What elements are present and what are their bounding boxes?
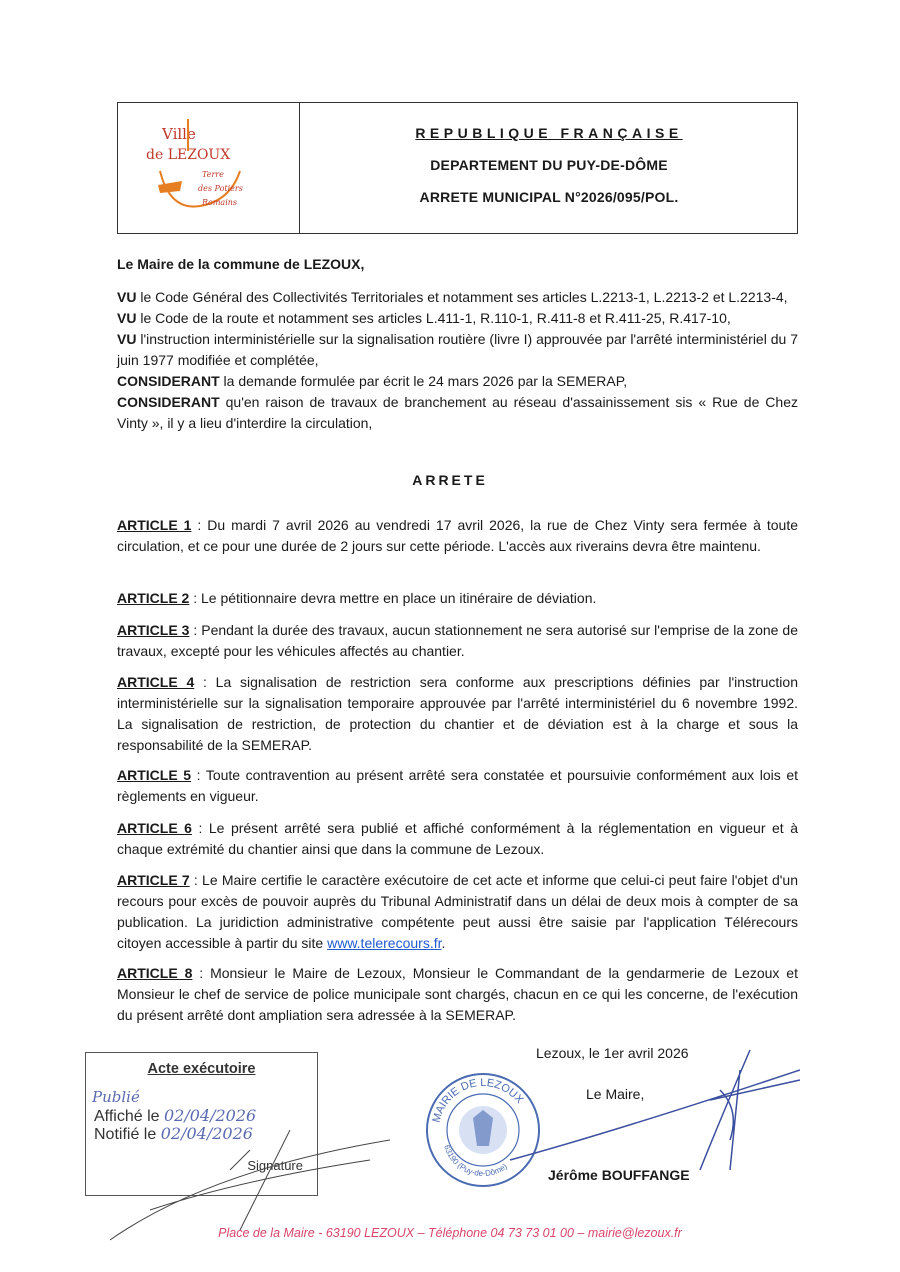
clause-keyword: VU	[117, 310, 137, 326]
notifie-label: Notifié le	[94, 1126, 157, 1143]
header-titles	[301, 103, 797, 233]
clause	[117, 287, 798, 308]
vu-considerant-block	[117, 287, 798, 434]
signature-role: Le Maire,	[586, 1086, 645, 1102]
logo-lezoux: de LEZOUX	[146, 147, 231, 163]
clause	[117, 329, 798, 371]
ville-de-lezoux-logo	[130, 111, 290, 223]
maire-intro: Le Maire de la commune de LEZOUX,	[117, 256, 365, 272]
article-label: ARTICLE 4	[117, 674, 195, 690]
clause-text: le Code Général des Collectivités Territoriales et notamment ses articles L.2213-1, L.2213-2 et L.2213-4,	[136, 289, 788, 305]
affiche-label: Affiché le	[94, 1108, 160, 1125]
logo-terre: Terre	[202, 170, 224, 179]
article-1	[117, 515, 798, 557]
article-2	[117, 588, 798, 609]
clause-keyword: CONSIDERANT	[117, 373, 220, 389]
article-text-end: .	[441, 935, 446, 951]
clause-text: la demande formulée par écrit le 24 mars 2026 par la SEMERAP,	[219, 373, 628, 389]
article-label: ARTICLE 2	[117, 590, 190, 606]
header-box	[117, 102, 798, 234]
article-label: ARTICLE 3	[117, 622, 190, 638]
article-8	[117, 963, 798, 1026]
clause-keyword: CONSIDERANT	[117, 394, 220, 410]
logo-romains: Romains	[202, 198, 238, 207]
footer-contact: Place de la Maire - 63190 LEZOUX – Téléphone 04 73 73 01 00 – mairie@lezoux.fr	[218, 1226, 682, 1240]
article-text: : Le Maire certifie le caractère exécutoire de cet acte et informe que celui-ci peut faire l'objet d'un recours pour excès de pouvoir auprès du Tribunal Administratif dans un délai de deux mois à compter de sa publication. La juridiction administrative compétente peut aussi être saisie par l'application Télérecours citoyen accessible à partir du site	[117, 872, 798, 951]
notifie-date: 02/04/2026	[160, 1124, 253, 1143]
stamp-signature-label: Signature	[247, 1158, 303, 1173]
arrete-number: ARRETE MUNICIPAL N°2026/095/POL.	[419, 189, 679, 205]
article-text: : Monsieur le Maire de Lezoux, Monsieur le Commandant de la gendarmerie de Lezoux et Monsieur le chef de service de police municipale sont chargés, chacun en ce qui les concerne, de l'exécution du présent arrêté dont ampliation sera adressée à la SEMERAP.	[117, 965, 798, 1023]
stamp-title: Acte exécutoire	[147, 1061, 256, 1077]
affiche-date: 02/04/2026	[163, 1106, 257, 1125]
article-5	[117, 765, 798, 807]
article-text: : La signalisation de restriction sera conforme aux prescriptions définies par l'instruction interministérielle sur la signalisation temporaire approuvée par l'arrêté interministériel du 6 novembre 1992. La signalisation de restriction, de protection du chantier et de déviation est à la charge et sous la responsabilité de la SEMERAP.	[117, 674, 798, 753]
article-text: : Le pétitionnaire devra mettre en place un itinéraire de déviation.	[189, 590, 597, 606]
article-7	[117, 870, 798, 954]
clause	[117, 392, 798, 434]
article-3	[117, 620, 798, 662]
clause-keyword: VU	[117, 331, 137, 347]
article-6	[117, 818, 798, 860]
telerecours-link[interactable]: www.telerecours.fr	[327, 935, 442, 951]
republique-francaise: REPUBLIQUE FRANÇAISE	[415, 125, 683, 141]
article-label: ARTICLE 7	[117, 872, 190, 888]
clause	[117, 308, 798, 329]
clause-text: l'instruction interministérielle sur la signalisation routière (livre I) approuvée par l'arrêté interministériel du 7 juin 1977 modifiée et complétée,	[117, 331, 798, 368]
article-label: ARTICLE 5	[117, 767, 192, 783]
article-label: ARTICLE 6	[117, 820, 192, 836]
clause-keyword: VU	[117, 289, 137, 305]
clause-text: qu'en raison de travaux de branchement au réseau d'assainissement sis « Rue de Chez Vinty », il y a lieu d'interdire la circulation,	[117, 394, 798, 431]
signature-date: Lezoux, le 1er avril 2026	[536, 1045, 689, 1061]
clause	[117, 371, 798, 392]
logo-ville: Ville	[162, 125, 196, 143]
departement-line: DEPARTEMENT DU PUY-DE-DÔME	[430, 157, 668, 173]
logo-potiers: des Potiers	[198, 184, 243, 193]
seal-top-path: MAIRIE DE LEZOUX	[430, 1076, 526, 1124]
article-text: : Pendant la durée des travaux, aucun stationnement ne sera autorisé sur l'emprise de la zone de travaux, excepté pour les véhicules affectés au chantier.	[117, 622, 799, 659]
article-text: : Toute contravention au présent arrêté sera constatée et poursuivie conformément aux lois et règlements en vigueur.	[117, 767, 799, 804]
clause-text: le Code de la route et notamment ses articles L.411-1, R.110-1, R.411-8 et R.411-25, R.417-10,	[136, 310, 731, 326]
stamp-publie: Publié	[92, 1088, 140, 1106]
article-text: : Le présent arrêté sera publié et affiché conformément à la réglementation en vigueur et à chaque extrémité du chantier ainsi que dans la commune de Lezoux.	[117, 820, 798, 857]
article-label: ARTICLE 8	[117, 965, 193, 981]
header-divider	[299, 103, 300, 233]
arrete-title: ARRETE	[412, 472, 488, 488]
signature-name: Jérôme BOUFFANGE	[548, 1167, 690, 1183]
article-4	[117, 672, 798, 756]
article-text: : Du mardi 7 avril 2026 au vendredi 17 avril 2026, la rue de Chez Vinty sera fermée à toute circulation, et ce pour une durée de 2 jours sur cette période. L'accès aux riverains devra être maintenu.	[117, 517, 798, 554]
article-label: ARTICLE 1	[117, 517, 192, 533]
seal-bottom-path: 63190 (Puy-de-Dôme)	[442, 1143, 509, 1179]
